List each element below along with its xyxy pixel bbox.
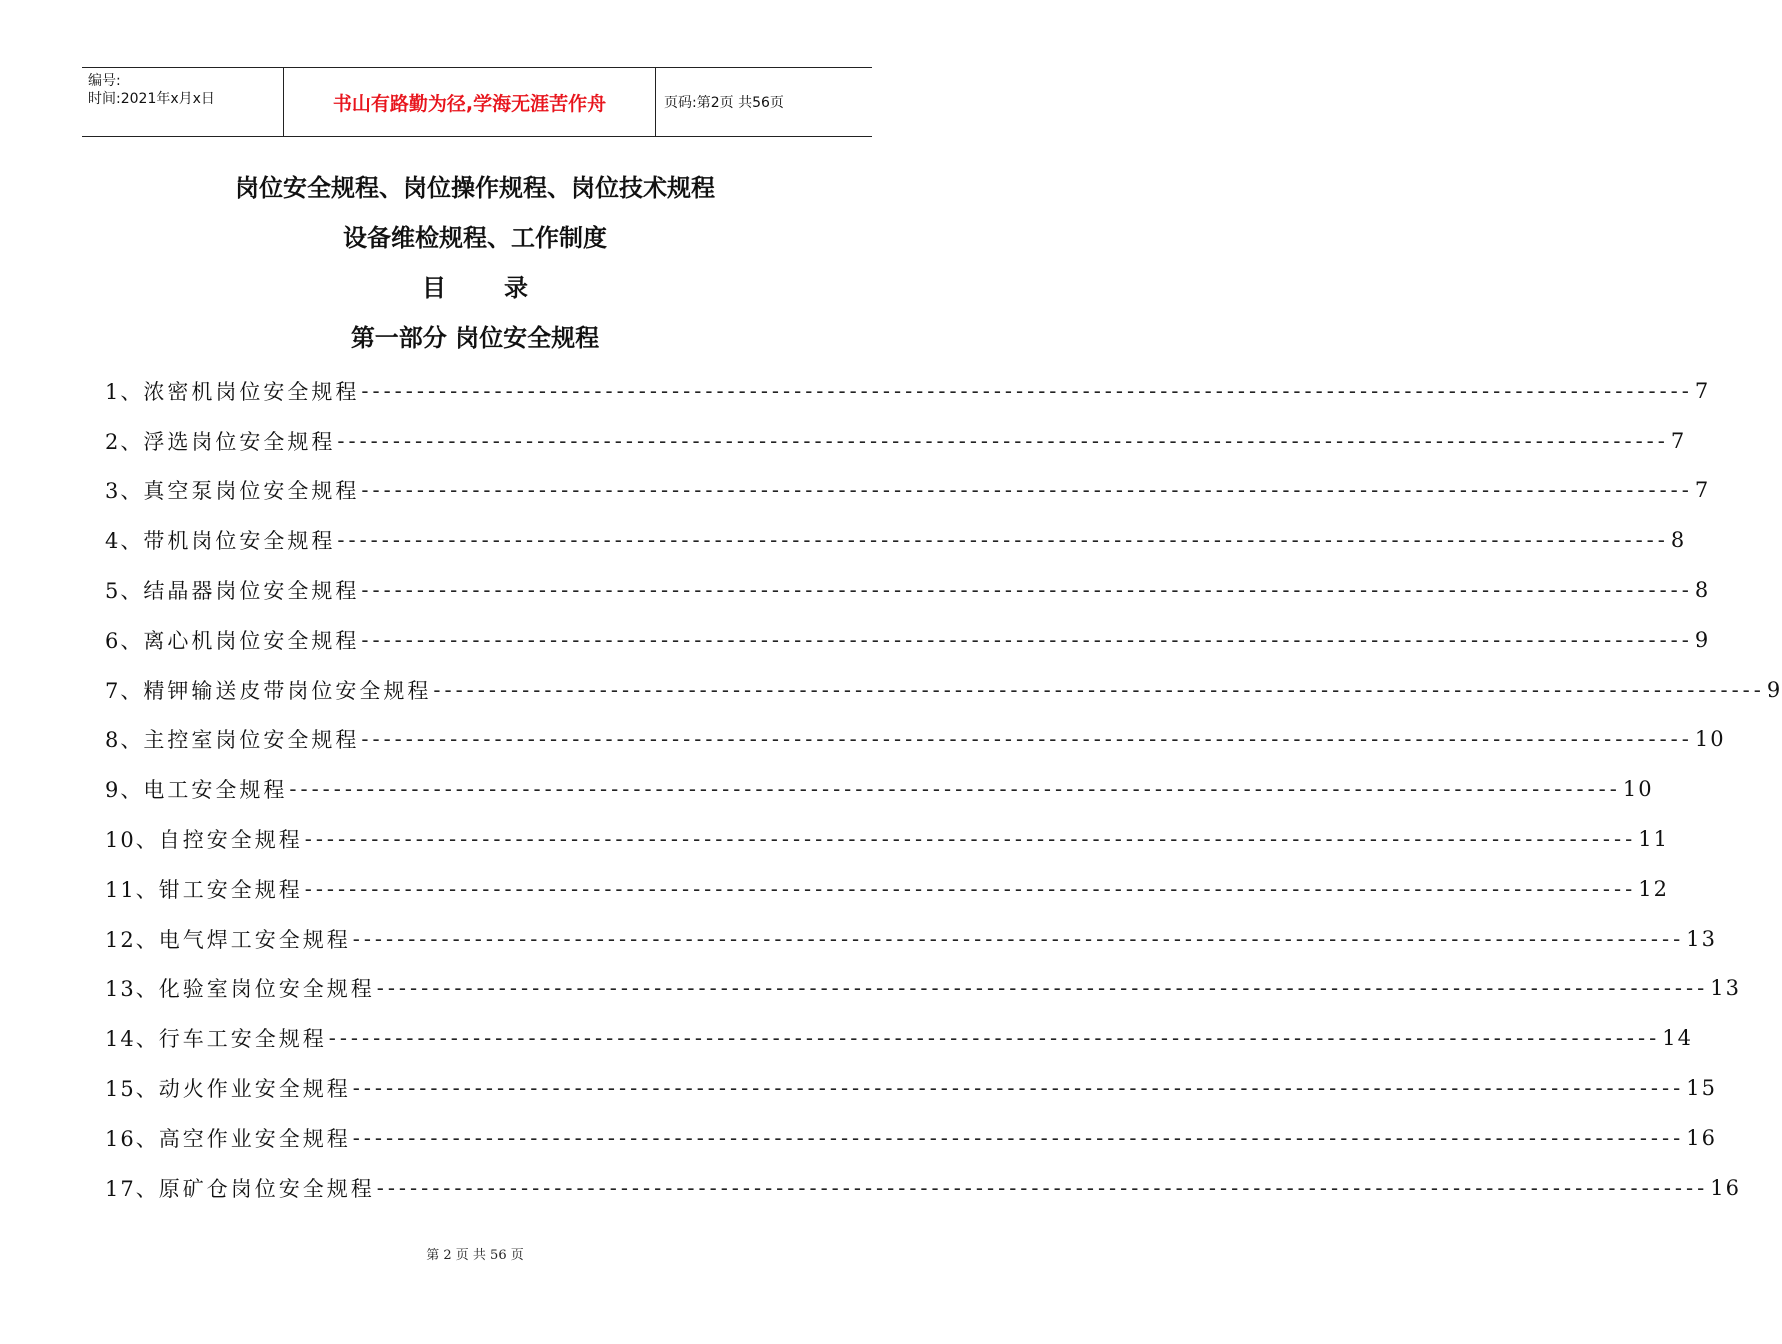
table-of-contents	[105, 366, 1782, 1213]
toc-entry-number: 16、	[105, 1126, 159, 1151]
toc-leader-dashes: ------------------------------------------------------------------------------------------------------------------------	[304, 827, 1637, 852]
toc-entry-label: 化验室岗位安全规程	[158, 977, 375, 1002]
toc-entry-page: 7	[1694, 478, 1711, 503]
toc-entry-label: 动火作业安全规程	[158, 1077, 351, 1102]
toc-entry-label: 离心机岗位安全规程	[143, 628, 360, 653]
toc-entry[interactable]	[105, 715, 1726, 765]
toc-entry-number: 7、	[105, 678, 144, 703]
toc-leader-dashes: ------------------------------------------------------------------------------------------------------------------------	[433, 677, 1765, 702]
toc-leader-dashes: ------------------------------------------------------------------------------------------------------------------------	[361, 578, 1693, 603]
toc-entry[interactable]	[105, 914, 1717, 964]
toc-entry-page: 7	[1670, 428, 1687, 453]
toc-entry-number: 8、	[105, 728, 144, 753]
toc-entry[interactable]	[105, 515, 1687, 565]
toc-entry-label: 高空作业安全规程	[158, 1126, 351, 1151]
part-heading: 第一部分 岗位安全规程	[350, 324, 600, 352]
toc-entry[interactable]	[105, 466, 1711, 516]
toc-entry-label: 钳工安全规程	[158, 877, 303, 902]
toc-leader-dashes: ------------------------------------------------------------------------------------------------------------------------	[352, 1076, 1685, 1101]
toc-entry-page: 13	[1710, 976, 1741, 1001]
toc-entry-number: 3、	[105, 479, 144, 504]
toc-entry-label: 自控安全规程	[158, 828, 303, 853]
toc-leader-dashes: ------------------------------------------------------------------------------------------------------------------------	[361, 627, 1693, 652]
toc-entry-number: 4、	[105, 529, 144, 554]
toc-entry[interactable]	[105, 366, 1711, 416]
toc-entry-page: 15	[1686, 1076, 1717, 1101]
toc-entry-page: 10	[1694, 727, 1726, 752]
toc-entry-page: 11	[1638, 827, 1669, 852]
toc-entry[interactable]	[105, 764, 1654, 814]
page-header	[82, 67, 872, 137]
toc-leader-dashes: ------------------------------------------------------------------------------------------------------------------------	[352, 1125, 1685, 1150]
toc-entry-label: 主控室岗位安全规程	[143, 728, 360, 753]
header-meta	[82, 68, 284, 136]
toc-leader-dashes: ------------------------------------------------------------------------------------------------------------------------	[361, 478, 1693, 503]
toc-entry-page: 7	[1694, 378, 1711, 403]
toc-entry-page: 13	[1686, 926, 1717, 951]
toc-entry-page: 10	[1622, 777, 1654, 802]
toc-entry[interactable]	[105, 615, 1711, 665]
toc-entry-label: 浓密机岗位安全规程	[143, 379, 360, 404]
toc-leader-dashes: ------------------------------------------------------------------------------------------------------------------------	[304, 876, 1637, 901]
toc-entry-label: 真空泵岗位安全规程	[143, 479, 360, 504]
contents-heading: 目录	[422, 274, 586, 302]
toc-leader-dashes: ------------------------------------------------------------------------------------------------------------------------	[337, 428, 1669, 453]
toc-entry-number: 2、	[105, 429, 144, 454]
toc-entry-page: 8	[1670, 528, 1687, 553]
toc-entry-number: 10、	[105, 828, 159, 853]
toc-entry[interactable]	[105, 1163, 1741, 1213]
toc-entry-number: 11、	[105, 877, 159, 902]
toc-leader-dashes: ------------------------------------------------------------------------------------------------------------------------	[289, 777, 1621, 802]
toc-leader-dashes: ------------------------------------------------------------------------------------------------------------------------	[361, 378, 1693, 403]
toc-entry-label: 电工安全规程	[143, 778, 288, 803]
toc-entry-label: 精钾输送皮带岗位安全规程	[143, 678, 432, 703]
header-time: 时间:2021年x月x日	[88, 91, 215, 107]
toc-entry[interactable]	[105, 864, 1669, 914]
toc-entry-label: 电气焊工安全规程	[158, 927, 351, 952]
toc-entry-label: 结晶器岗位安全规程	[143, 579, 360, 604]
toc-entry-number: 1、	[105, 379, 144, 404]
toc-entry-page: 9	[1694, 627, 1711, 652]
toc-entry-number: 13、	[105, 977, 159, 1002]
toc-entry-number: 17、	[105, 1176, 159, 1201]
toc-leader-dashes: ------------------------------------------------------------------------------------------------------------------------	[337, 528, 1669, 553]
toc-leader-dashes: ------------------------------------------------------------------------------------------------------------------------	[328, 1026, 1661, 1051]
toc-entry-page: 8	[1694, 578, 1711, 603]
toc-entry-page: 16	[1686, 1125, 1717, 1150]
toc-entry-number: 6、	[105, 628, 144, 653]
page-footer: 第 2 页 共 56 页	[426, 1248, 524, 1263]
document-title: 岗位安全规程、岗位操作规程、岗位技术规程	[235, 174, 715, 202]
toc-entry[interactable]	[105, 1013, 1693, 1063]
header-page-info: 页码:第2页 共56页	[664, 95, 784, 111]
toc-entry[interactable]	[105, 964, 1741, 1014]
document-subtitle: 设备维检规程、工作制度	[343, 224, 607, 252]
toc-entry-number: 15、	[105, 1077, 159, 1102]
header-number: 编号:	[88, 73, 121, 89]
toc-leader-dashes: ------------------------------------------------------------------------------------------------------------------------	[361, 727, 1693, 752]
toc-leader-dashes: ------------------------------------------------------------------------------------------------------------------------	[376, 1175, 1709, 1200]
toc-entry-number: 14、	[105, 1027, 159, 1052]
toc-entry-number: 5、	[105, 579, 144, 604]
toc-entry[interactable]	[105, 416, 1687, 466]
toc-entry-page: 12	[1638, 876, 1669, 901]
toc-entry-page: 16	[1710, 1175, 1741, 1200]
toc-entry-label: 原矿仓岗位安全规程	[158, 1176, 375, 1201]
toc-entry-number: 9、	[105, 778, 144, 803]
toc-entry[interactable]	[105, 665, 1782, 715]
toc-entry-label: 浮选岗位安全规程	[143, 429, 336, 454]
toc-entry[interactable]	[105, 565, 1711, 615]
toc-entry[interactable]	[105, 814, 1669, 864]
toc-entry-label: 带机岗位安全规程	[143, 529, 336, 554]
toc-entry-label: 行车工安全规程	[158, 1027, 327, 1052]
toc-leader-dashes: ------------------------------------------------------------------------------------------------------------------------	[352, 926, 1685, 951]
toc-entry-number: 12、	[105, 927, 159, 952]
header-motto: 书山有路勤为径,学海无涯苦作舟	[284, 68, 656, 136]
toc-entry[interactable]	[105, 1113, 1717, 1163]
toc-entry[interactable]	[105, 1063, 1717, 1113]
toc-entry-page: 14	[1662, 1026, 1693, 1051]
toc-leader-dashes: ------------------------------------------------------------------------------------------------------------------------	[376, 976, 1709, 1001]
toc-entry-page: 9	[1766, 677, 1782, 702]
